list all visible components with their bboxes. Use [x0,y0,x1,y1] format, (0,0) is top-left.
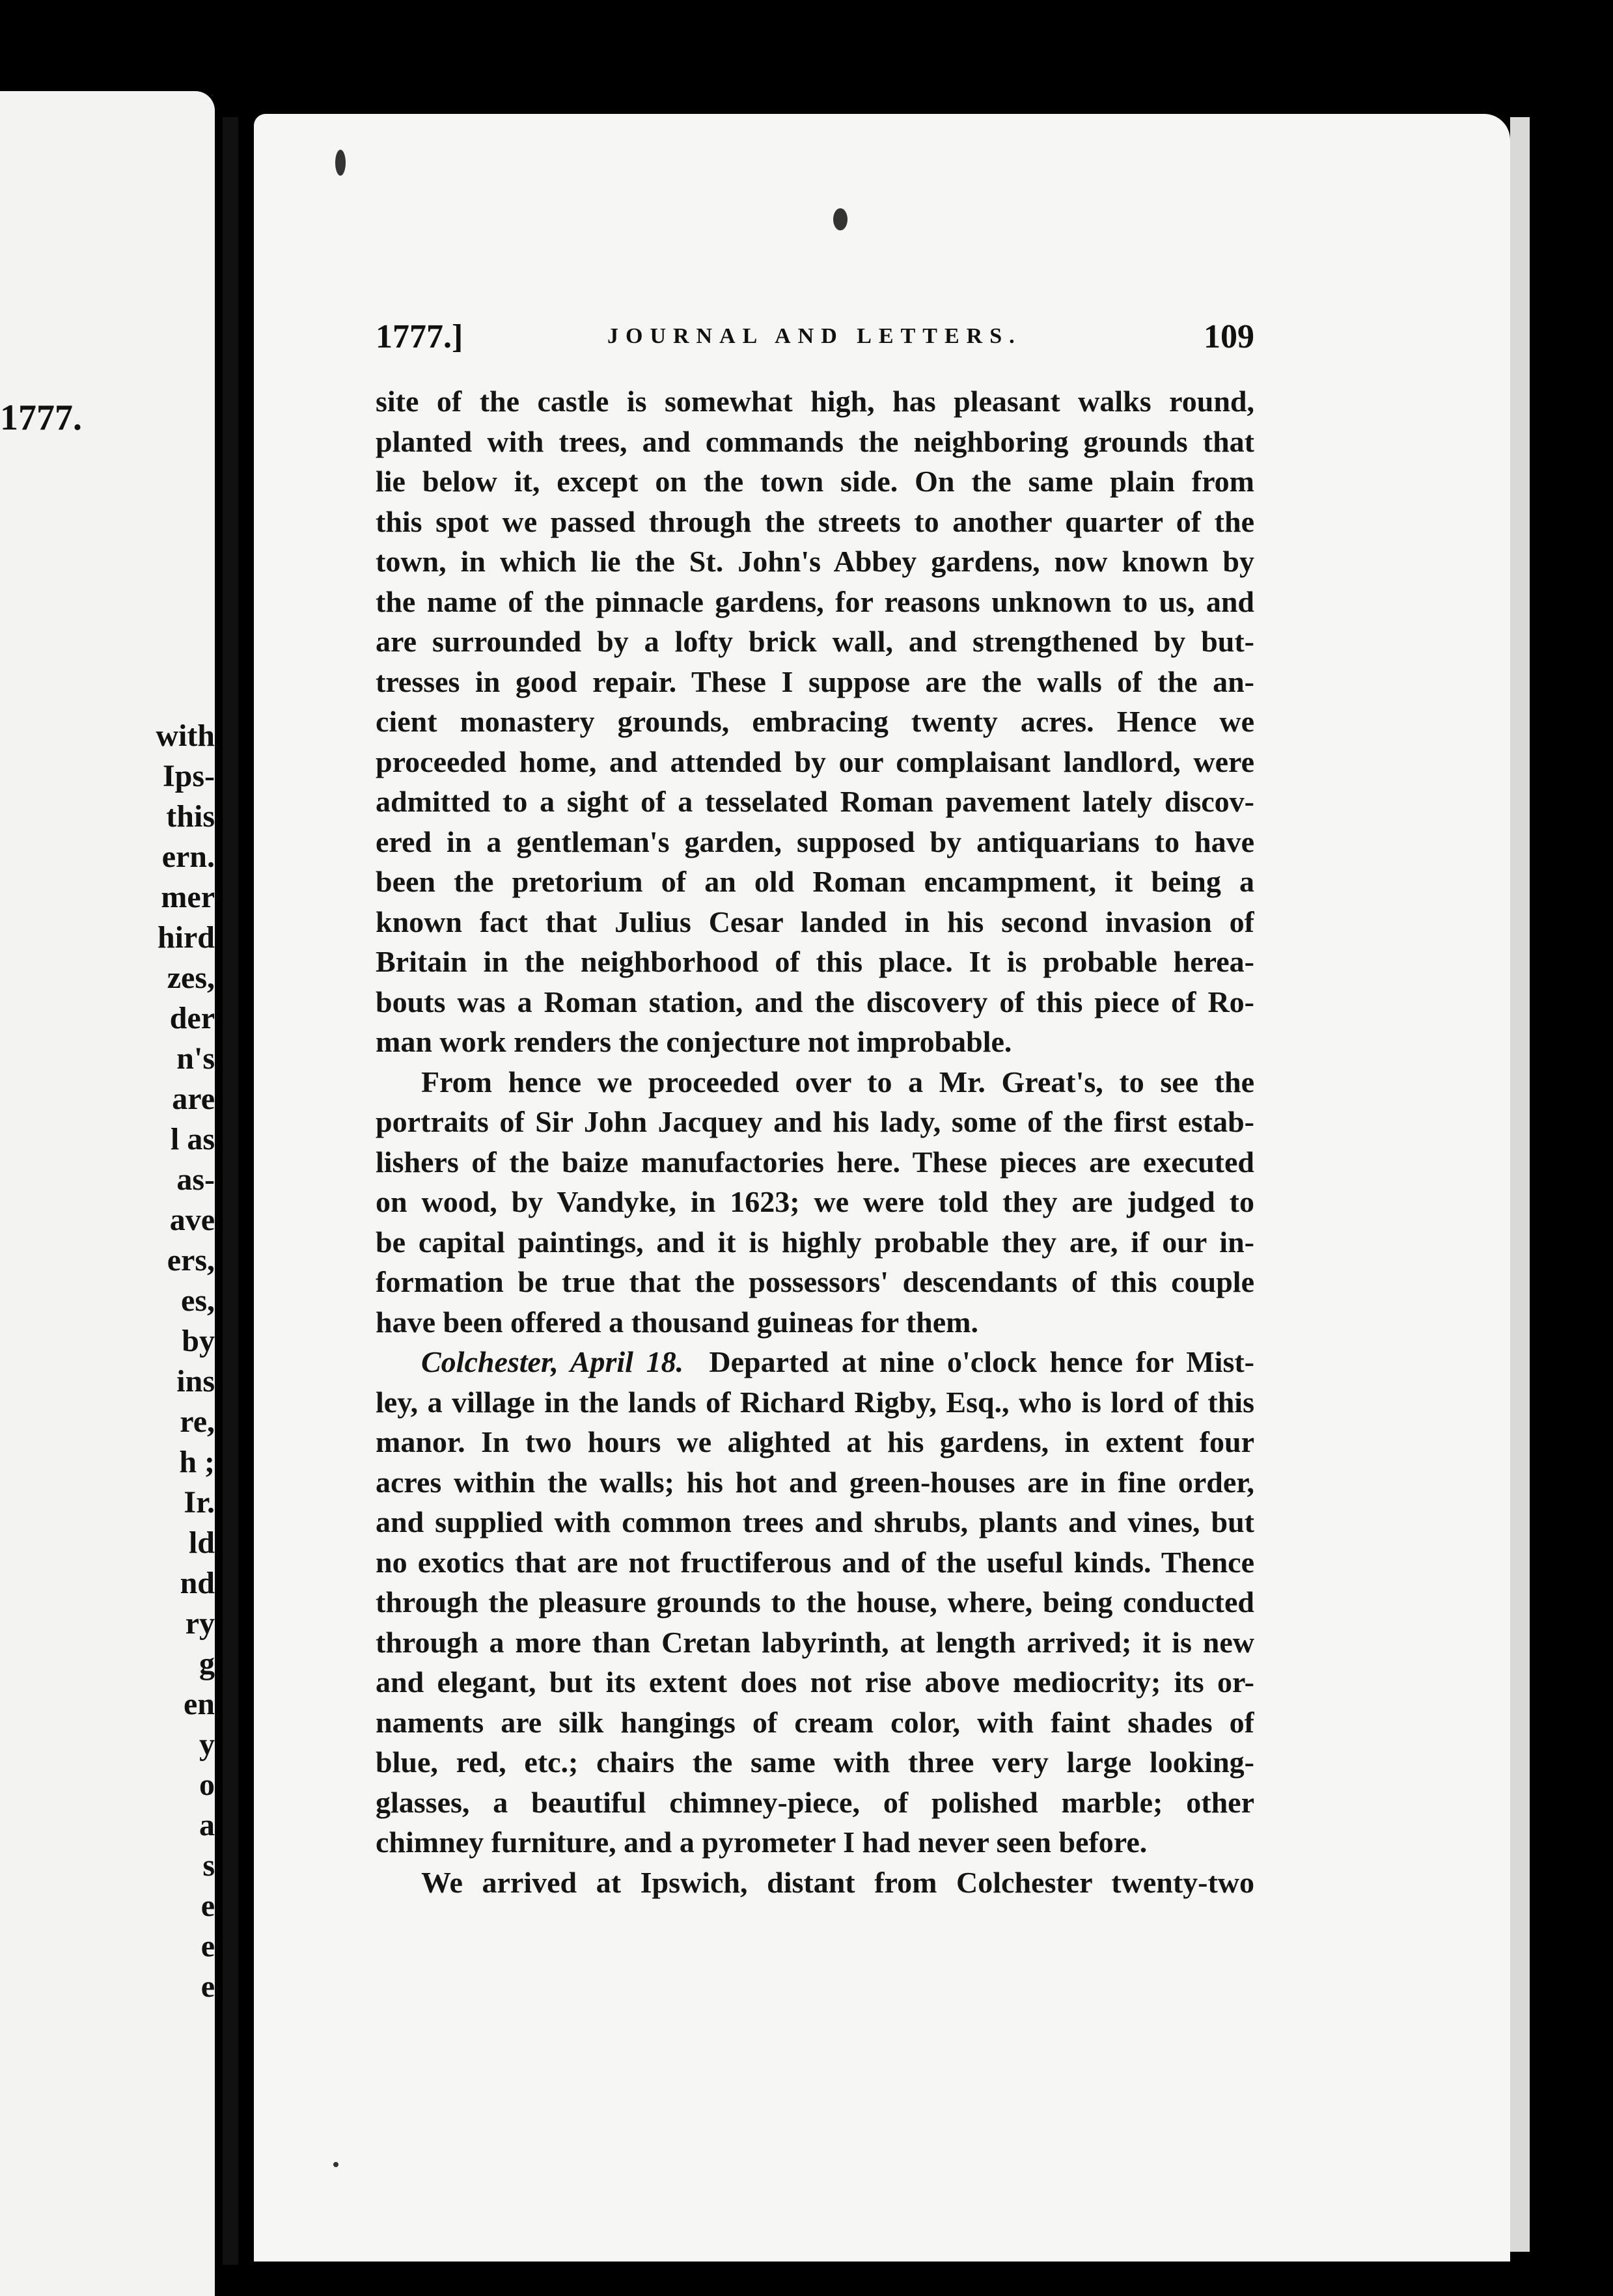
left-fragment: n's [176,1041,215,1076]
text-line: no exotics that are not fructiferous and of the useful kinds. Thence [376,1545,1254,1579]
left-fragment: Ir. [184,1485,215,1520]
left-fragment: are [172,1082,215,1116]
left-fragment: s [202,1848,215,1883]
text-line: ered in a gentleman's garden, supposed by antiquarians to have [376,825,1254,858]
left-fragment: a [199,1808,215,1842]
text-line: formation be true that the possessors' descendants of this couple [376,1265,1254,1298]
text-line: From hence we proceeded over to a Mr. Great's, to see the [421,1065,1254,1099]
text-line: town, in which lie the St. John's Abbey gardens, now known by [376,545,1254,578]
text-line: be capital paintings, and it is highly probable they are, if our in- [376,1225,1254,1259]
text-line: through the pleasure grounds to the house, where, being conducted [376,1585,1254,1619]
left-fragment: der [169,1001,215,1035]
text-line: known fact that Julius Cesar landed in his second invasion of [376,905,1254,938]
left-fragment: nd [180,1566,215,1600]
left-fragment: y [199,1727,215,1762]
left-page-year: 1777. [0,398,82,438]
print-speck [333,2162,338,2167]
running-header [376,318,1254,363]
body-text [376,381,1254,1902]
text-line: manor. In two hours we alighted at his gardens, in extent four [376,1425,1254,1458]
text-line: and elegant, but its extent does not rise above mediocrity; its or- [376,1665,1254,1699]
text-line: planted with trees, and commands the neighboring grounds that [376,424,1254,458]
left-fragment: ers, [167,1243,215,1278]
text-line: cient monastery grounds, embracing twenty acres. Hence we [376,705,1254,738]
right-page-edge-shadow [1510,117,1530,2252]
text-line: naments are silk hangings of cream color, with faint shades of [376,1705,1254,1739]
text-line: lishers of the baize manufactories here. These pieces are executed [376,1145,1254,1179]
text-line: the name of the pinnacle gardens, for reasons unknown to us, and [376,584,1254,618]
left-fragment: with [156,718,215,753]
dateline: Colchester, April 18. [421,1345,684,1378]
print-speck [335,150,346,176]
left-fragment: this [166,799,215,834]
text-line: site of the castle is somewhat high, has pleasant walks round, [376,385,1254,418]
text-line: Britain in the neighborhood of this place. It is probable herea- [376,945,1254,978]
left-fragment: ry [185,1606,215,1641]
left-fragment: hird [157,920,215,955]
left-fragment: h ; [179,1445,215,1479]
text-line: have been offered a thousand guineas for them. [376,1305,978,1339]
text-line: and supplied with common trees and shrubs, plants and vines, but [376,1505,1254,1538]
text-line: proceeded home, and attended by our complaisant landlord, were [376,745,1254,778]
left-fragment: re, [180,1404,215,1439]
left-fragment: e [200,1889,215,1923]
text-line: blue, red, etc.; chairs the same with three very large looking- [376,1745,1254,1779]
left-fragment: ern. [161,840,215,874]
text-line: acres within the walls; his hot and green-houses are in fine order, [376,1465,1254,1499]
left-fragment: ld [188,1525,215,1560]
left-fragment: e [200,1969,215,2004]
text-line: portraits of Sir John Jacquey and his lady, some of the first estab- [376,1105,1254,1138]
text-line: bouts was a Roman station, and the discovery of this piece of Ro- [376,985,1254,1018]
text-line-rest: Departed at nine o'clock hence for Mist- [709,1345,1254,1378]
text-line: on wood, by Vandyke, in 1623; we were told they are judged to [376,1185,1254,1218]
text-line: glasses, a beautiful chimney-piece, of polished marble; other [376,1785,1254,1819]
text-line: tresses in good repair. These I suppose are the walls of the an- [376,664,1254,698]
text-line: lie below it, except on the town side. On the same plain from [376,465,1254,498]
header-year: 1777.] [376,318,463,355]
left-fragment: o [199,1768,215,1802]
text-line: man work renders the conjecture not improbable. [376,1025,1012,1058]
left-fragment: by [182,1324,215,1358]
print-speck [833,208,848,230]
text-line: admitted to a sight of a tesselated Roman pavement lately discov- [376,785,1254,818]
left-fragment: l as [170,1122,215,1156]
text-line: are surrounded by a lofty brick wall, and strengthened by but- [376,625,1254,658]
left-page-edge [0,91,215,2296]
left-fragment: ins [176,1364,215,1399]
left-fragment: as- [176,1162,215,1197]
page-number: 109 [1204,318,1254,355]
text-line: been the pretorium of an old Roman encampment, it being a [376,865,1254,898]
left-fragment: en [184,1687,215,1721]
left-fragment: zes, [167,961,215,995]
text-line: chimney furniture, and a pyrometer I had never seen before. [376,1825,1148,1859]
binding-gutter-line [223,117,238,2265]
left-fragment: Ips- [162,759,215,793]
left-fragment: ave [169,1203,215,1237]
header-title: JOURNAL AND LETTERS. [607,324,1022,348]
left-fragment: mer [161,880,215,914]
left-page-text-fragments [104,716,215,2007]
left-fragment: g [199,1647,215,1681]
text-line: this spot we passed through the streets to another quarter of the [376,504,1254,538]
left-fragment: e [200,1929,215,1963]
text-line: through a more than Cretan labyrinth, at length arrived; it is new [376,1625,1254,1659]
text-line: We arrived at Ipswich, distant from Colchester twenty-two [421,1865,1254,1899]
text-line: ley, a village in the lands of Richard Rigby, Esq., who is lord of this [376,1385,1254,1419]
left-fragment: es, [181,1283,215,1318]
text-line-dated [376,1342,1254,1382]
